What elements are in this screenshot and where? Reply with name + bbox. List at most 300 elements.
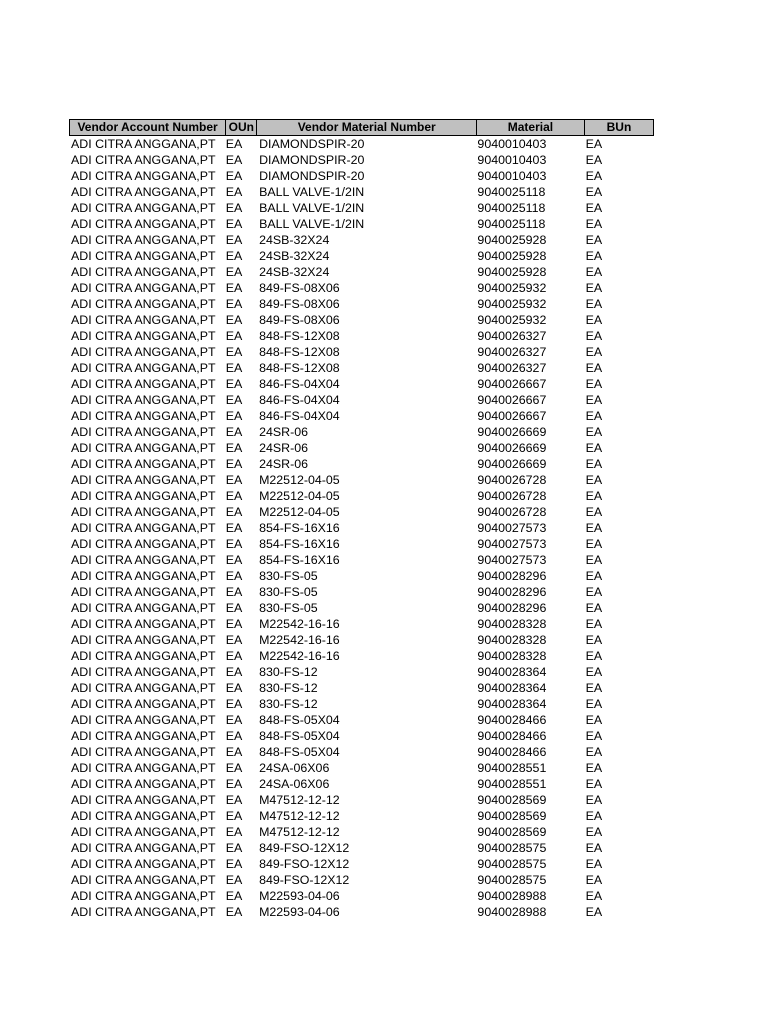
cell-material: 9040028575 (477, 841, 547, 855)
table-row (69, 168, 654, 184)
cell-vendor-material-number: 24SB-32X24 (259, 233, 330, 247)
cell-oun: EA (225, 825, 243, 839)
cell-material: 9040010403 (477, 169, 547, 183)
cell-vendor-material-number: M47512-12-12 (259, 809, 340, 823)
cell-vendor-account-number: ADI CITRA ANGGANA,PT (71, 185, 216, 199)
cell-bun: EA (585, 585, 603, 599)
cell-material: 9040026667 (477, 409, 547, 423)
cell-oun: EA (225, 137, 243, 151)
table-row (69, 264, 654, 280)
table-row (69, 808, 654, 824)
cell-vendor-account-number: ADI CITRA ANGGANA,PT (71, 377, 216, 391)
cell-oun: EA (225, 857, 243, 871)
cell-oun: EA (225, 745, 243, 759)
cell-material: 9040027573 (477, 537, 547, 551)
cell-bun: EA (585, 345, 603, 359)
table-row (69, 248, 654, 264)
table-row (69, 648, 654, 664)
vendor-material-table (69, 119, 654, 920)
cell-oun: EA (225, 505, 243, 519)
table-row (69, 680, 654, 696)
cell-vendor-material-number: 24SB-32X24 (259, 265, 330, 279)
cell-vendor-account-number: ADI CITRA ANGGANA,PT (71, 345, 216, 359)
cell-material: 9040028328 (477, 649, 547, 663)
cell-material: 9040028296 (477, 601, 547, 615)
cell-vendor-material-number: 849-FS-08X06 (259, 313, 340, 327)
cell-oun: EA (225, 873, 243, 887)
cell-bun: EA (585, 553, 603, 567)
cell-vendor-material-number: M22542-16-16 (259, 617, 340, 631)
cell-vendor-material-number: 848-FS-05X04 (259, 729, 340, 743)
cell-oun: EA (225, 585, 243, 599)
cell-vendor-material-number: 24SA-06X06 (259, 777, 330, 791)
cell-material: 9040028364 (477, 665, 547, 679)
column-header-bun: BUn (606, 120, 632, 134)
cell-material: 9040028575 (477, 857, 547, 871)
table-row (69, 744, 654, 760)
cell-material: 9040026327 (477, 329, 547, 343)
cell-bun: EA (585, 601, 603, 615)
table-row (69, 472, 654, 488)
table-row (69, 600, 654, 616)
cell-bun: EA (585, 537, 603, 551)
cell-oun: EA (225, 761, 243, 775)
cell-vendor-account-number: ADI CITRA ANGGANA,PT (71, 441, 216, 455)
cell-vendor-account-number: ADI CITRA ANGGANA,PT (71, 233, 216, 247)
cell-vendor-material-number: 854-FS-16X16 (259, 537, 340, 551)
cell-bun: EA (585, 137, 603, 151)
cell-oun: EA (225, 553, 243, 567)
table-row (69, 376, 654, 392)
cell-vendor-material-number: BALL VALVE-1/2IN (259, 217, 365, 231)
cell-vendor-account-number: ADI CITRA ANGGANA,PT (71, 153, 216, 167)
cell-material: 9040028988 (477, 905, 547, 919)
cell-oun: EA (225, 281, 243, 295)
cell-vendor-material-number: 849-FSO-12X12 (259, 841, 350, 855)
cell-material: 9040026327 (477, 345, 547, 359)
cell-vendor-material-number: M22542-16-16 (259, 633, 340, 647)
cell-material: 9040025928 (477, 233, 547, 247)
cell-oun: EA (225, 697, 243, 711)
cell-material: 9040028551 (477, 761, 547, 775)
cell-vendor-account-number: ADI CITRA ANGGANA,PT (71, 777, 216, 791)
table-row (69, 856, 654, 872)
cell-vendor-material-number: 848-FS-05X04 (259, 745, 340, 759)
cell-oun: EA (225, 777, 243, 791)
cell-vendor-account-number: ADI CITRA ANGGANA,PT (71, 313, 216, 327)
cell-material: 9040028328 (477, 633, 547, 647)
table-row (69, 664, 654, 680)
cell-vendor-material-number: 830-FS-05 (259, 569, 318, 583)
cell-vendor-account-number: ADI CITRA ANGGANA,PT (71, 761, 216, 775)
table-row (69, 360, 654, 376)
cell-oun: EA (225, 521, 243, 535)
cell-vendor-account-number: ADI CITRA ANGGANA,PT (71, 297, 216, 311)
cell-vendor-material-number: 848-FS-12X08 (259, 329, 340, 343)
cell-bun: EA (585, 857, 603, 871)
column-header-vendor-material-number: Vendor Material Number (257, 120, 477, 135)
cell-material: 9040025928 (477, 265, 547, 279)
cell-oun: EA (225, 665, 243, 679)
cell-bun: EA (585, 249, 603, 263)
cell-material: 9040026327 (477, 361, 547, 375)
cell-vendor-material-number: 846-FS-04X04 (259, 377, 340, 391)
cell-vendor-material-number: BALL VALVE-1/2IN (259, 185, 365, 199)
cell-bun: EA (585, 617, 603, 631)
cell-material: 9040027573 (477, 553, 547, 567)
table-row (69, 632, 654, 648)
column-header-vendor-account-number: Vendor Account Number (70, 120, 226, 135)
table-row (69, 152, 654, 168)
cell-vendor-account-number: ADI CITRA ANGGANA,PT (71, 793, 216, 807)
cell-vendor-account-number: ADI CITRA ANGGANA,PT (71, 713, 216, 727)
table-row (69, 616, 654, 632)
cell-vendor-material-number: 849-FSO-12X12 (259, 873, 350, 887)
table-row (69, 392, 654, 408)
table-row (69, 312, 654, 328)
cell-material: 9040028988 (477, 889, 547, 903)
table-row (69, 520, 654, 536)
cell-bun: EA (585, 489, 603, 503)
cell-vendor-account-number: ADI CITRA ANGGANA,PT (71, 585, 216, 599)
cell-oun: EA (225, 841, 243, 855)
cell-vendor-account-number: ADI CITRA ANGGANA,PT (71, 697, 216, 711)
cell-vendor-material-number: 830-FS-12 (259, 697, 318, 711)
cell-material: 9040026669 (477, 441, 547, 455)
column-header-oun: OUn (226, 120, 257, 135)
table-row (69, 888, 654, 904)
cell-vendor-account-number: ADI CITRA ANGGANA,PT (71, 857, 216, 871)
cell-vendor-account-number: ADI CITRA ANGGANA,PT (71, 521, 216, 535)
cell-bun: EA (585, 441, 603, 455)
cell-vendor-material-number: M22512-04-05 (259, 489, 340, 503)
cell-vendor-material-number: M22542-16-16 (259, 649, 340, 663)
cell-oun: EA (225, 889, 243, 903)
cell-oun: EA (225, 649, 243, 663)
cell-oun: EA (225, 809, 243, 823)
cell-material: 9040026669 (477, 457, 547, 471)
table-row (69, 776, 654, 792)
cell-vendor-material-number: M22593-04-06 (259, 905, 340, 919)
cell-vendor-material-number: 854-FS-16X16 (259, 553, 340, 567)
table-header (69, 119, 654, 136)
cell-material: 9040028569 (477, 809, 547, 823)
table-row (69, 184, 654, 200)
cell-bun: EA (585, 377, 603, 391)
cell-bun: EA (585, 425, 603, 439)
cell-vendor-material-number: 24SA-06X06 (259, 761, 330, 775)
cell-vendor-material-number: 849-FS-08X06 (259, 281, 340, 295)
cell-vendor-material-number: BALL VALVE-1/2IN (259, 201, 365, 215)
cell-vendor-material-number: 846-FS-04X04 (259, 409, 340, 423)
table-row (69, 296, 654, 312)
cell-oun: EA (225, 601, 243, 615)
cell-oun: EA (225, 681, 243, 695)
cell-material: 9040010403 (477, 153, 547, 167)
cell-oun: EA (225, 905, 243, 919)
cell-vendor-material-number: M47512-12-12 (259, 793, 340, 807)
cell-vendor-account-number: ADI CITRA ANGGANA,PT (71, 873, 216, 887)
cell-vendor-material-number: 849-FSO-12X12 (259, 857, 350, 871)
cell-bun: EA (585, 265, 603, 279)
cell-bun: EA (585, 393, 603, 407)
cell-material: 9040026669 (477, 425, 547, 439)
table-row (69, 584, 654, 600)
cell-vendor-material-number: 854-FS-16X16 (259, 521, 340, 535)
cell-material: 9040028466 (477, 729, 547, 743)
cell-material: 9040027573 (477, 521, 547, 535)
cell-bun: EA (585, 153, 603, 167)
cell-bun: EA (585, 361, 603, 375)
cell-vendor-account-number: ADI CITRA ANGGANA,PT (71, 249, 216, 263)
cell-vendor-material-number: 24SB-32X24 (259, 249, 330, 263)
cell-vendor-material-number: 830-FS-12 (259, 665, 318, 679)
cell-oun: EA (225, 377, 243, 391)
cell-vendor-account-number: ADI CITRA ANGGANA,PT (71, 665, 216, 679)
cell-bun: EA (585, 569, 603, 583)
cell-oun: EA (225, 233, 243, 247)
cell-vendor-account-number: ADI CITRA ANGGANA,PT (71, 457, 216, 471)
cell-oun: EA (225, 393, 243, 407)
cell-vendor-material-number: DIAMONDSPIR-20 (259, 153, 365, 167)
cell-oun: EA (225, 153, 243, 167)
cell-material: 9040028296 (477, 585, 547, 599)
cell-material: 9040026667 (477, 393, 547, 407)
cell-oun: EA (225, 217, 243, 231)
cell-bun: EA (585, 633, 603, 647)
table-row (69, 536, 654, 552)
cell-vendor-account-number: ADI CITRA ANGGANA,PT (71, 169, 216, 183)
cell-bun: EA (585, 841, 603, 855)
cell-material: 9040025118 (477, 185, 546, 199)
cell-vendor-account-number: ADI CITRA ANGGANA,PT (71, 217, 216, 231)
cell-vendor-material-number: 24SR-06 (259, 425, 308, 439)
cell-vendor-account-number: ADI CITRA ANGGANA,PT (71, 393, 216, 407)
cell-vendor-account-number: ADI CITRA ANGGANA,PT (71, 681, 216, 695)
cell-vendor-material-number: 24SR-06 (259, 441, 308, 455)
cell-vendor-material-number: M47512-12-12 (259, 825, 340, 839)
cell-vendor-account-number: ADI CITRA ANGGANA,PT (71, 361, 216, 375)
cell-vendor-account-number: ADI CITRA ANGGANA,PT (71, 905, 216, 919)
cell-material: 9040028569 (477, 793, 547, 807)
table-row (69, 904, 654, 920)
cell-bun: EA (585, 169, 603, 183)
cell-bun: EA (585, 889, 603, 903)
cell-bun: EA (585, 185, 603, 199)
cell-vendor-account-number: ADI CITRA ANGGANA,PT (71, 841, 216, 855)
cell-bun: EA (585, 905, 603, 919)
cell-vendor-material-number: 848-FS-12X08 (259, 361, 340, 375)
cell-oun: EA (225, 569, 243, 583)
cell-material: 9040026728 (477, 473, 547, 487)
table-row (69, 200, 654, 216)
cell-vendor-account-number: ADI CITRA ANGGANA,PT (71, 569, 216, 583)
cell-bun: EA (585, 809, 603, 823)
cell-bun: EA (585, 281, 603, 295)
cell-material: 9040028364 (477, 697, 547, 711)
cell-oun: EA (225, 345, 243, 359)
cell-material: 9040025932 (477, 281, 547, 295)
cell-vendor-material-number: 849-FS-08X06 (259, 297, 340, 311)
cell-bun: EA (585, 697, 603, 711)
cell-vendor-account-number: ADI CITRA ANGGANA,PT (71, 489, 216, 503)
cell-material: 9040025932 (477, 313, 547, 327)
cell-vendor-account-number: ADI CITRA ANGGANA,PT (71, 201, 216, 215)
cell-material: 9040026728 (477, 505, 547, 519)
table-row (69, 712, 654, 728)
cell-oun: EA (225, 249, 243, 263)
cell-oun: EA (225, 185, 243, 199)
cell-vendor-account-number: ADI CITRA ANGGANA,PT (71, 553, 216, 567)
cell-bun: EA (585, 729, 603, 743)
cell-vendor-account-number: ADI CITRA ANGGANA,PT (71, 809, 216, 823)
cell-material: 9040025928 (477, 249, 547, 263)
cell-material: 9040028296 (477, 569, 547, 583)
cell-vendor-account-number: ADI CITRA ANGGANA,PT (71, 265, 216, 279)
cell-vendor-material-number: M22512-04-05 (259, 473, 340, 487)
cell-bun: EA (585, 457, 603, 471)
cell-bun: EA (585, 681, 603, 695)
table-row (69, 216, 654, 232)
cell-oun: EA (225, 329, 243, 343)
cell-vendor-material-number: 830-FS-05 (259, 601, 318, 615)
cell-oun: EA (225, 297, 243, 311)
cell-bun: EA (585, 761, 603, 775)
cell-vendor-material-number: 830-FS-12 (259, 681, 318, 695)
cell-bun: EA (585, 793, 603, 807)
cell-vendor-account-number: ADI CITRA ANGGANA,PT (71, 745, 216, 759)
cell-oun: EA (225, 265, 243, 279)
cell-vendor-material-number: DIAMONDSPIR-20 (259, 169, 365, 183)
cell-oun: EA (225, 201, 243, 215)
cell-oun: EA (225, 729, 243, 743)
cell-bun: EA (585, 665, 603, 679)
cell-bun: EA (585, 329, 603, 343)
cell-oun: EA (225, 425, 243, 439)
cell-vendor-material-number: 848-FS-12X08 (259, 345, 340, 359)
table-row (69, 424, 654, 440)
cell-vendor-account-number: ADI CITRA ANGGANA,PT (71, 889, 216, 903)
cell-bun: EA (585, 777, 603, 791)
cell-bun: EA (585, 473, 603, 487)
cell-bun: EA (585, 313, 603, 327)
cell-vendor-account-number: ADI CITRA ANGGANA,PT (71, 409, 216, 423)
cell-vendor-material-number: M22593-04-06 (259, 889, 340, 903)
table-row (69, 872, 654, 888)
cell-oun: EA (225, 313, 243, 327)
column-header-material: Material (477, 120, 585, 135)
cell-vendor-material-number: 24SR-06 (259, 457, 308, 471)
cell-oun: EA (225, 441, 243, 455)
cell-bun: EA (585, 217, 603, 231)
cell-material: 9040028551 (477, 777, 547, 791)
cell-material: 9040025932 (477, 297, 547, 311)
cell-oun: EA (225, 169, 243, 183)
table-row (69, 552, 654, 568)
cell-vendor-account-number: ADI CITRA ANGGANA,PT (71, 649, 216, 663)
table-row (69, 840, 654, 856)
cell-bun: EA (585, 649, 603, 663)
table-row (69, 136, 654, 152)
cell-vendor-account-number: ADI CITRA ANGGANA,PT (71, 137, 216, 151)
cell-bun: EA (585, 745, 603, 759)
cell-oun: EA (225, 361, 243, 375)
cell-material: 9040028364 (477, 681, 547, 695)
cell-vendor-account-number: ADI CITRA ANGGANA,PT (71, 281, 216, 295)
cell-bun: EA (585, 505, 603, 519)
cell-vendor-material-number: 830-FS-05 (259, 585, 318, 599)
cell-oun: EA (225, 793, 243, 807)
cell-oun: EA (225, 457, 243, 471)
cell-material: 9040028575 (477, 873, 547, 887)
cell-bun: EA (585, 713, 603, 727)
table-row (69, 760, 654, 776)
cell-material: 9040028328 (477, 617, 547, 631)
cell-oun: EA (225, 633, 243, 647)
table-body (69, 136, 654, 920)
cell-vendor-material-number: 846-FS-04X04 (259, 393, 340, 407)
cell-material: 9040028569 (477, 825, 547, 839)
cell-vendor-account-number: ADI CITRA ANGGANA,PT (71, 537, 216, 551)
cell-vendor-account-number: ADI CITRA ANGGANA,PT (71, 473, 216, 487)
table-row (69, 328, 654, 344)
cell-vendor-material-number: M22512-04-05 (259, 505, 340, 519)
cell-bun: EA (585, 233, 603, 247)
cell-vendor-account-number: ADI CITRA ANGGANA,PT (71, 617, 216, 631)
cell-oun: EA (225, 473, 243, 487)
cell-oun: EA (225, 617, 243, 631)
table-row (69, 504, 654, 520)
cell-material: 9040028466 (477, 745, 547, 759)
cell-bun: EA (585, 297, 603, 311)
table-row (69, 232, 654, 248)
cell-oun: EA (225, 537, 243, 551)
cell-bun: EA (585, 201, 603, 215)
cell-material: 9040025118 (477, 201, 546, 215)
cell-oun: EA (225, 489, 243, 503)
cell-material: 9040026728 (477, 489, 547, 503)
table-row (69, 440, 654, 456)
cell-oun: EA (225, 713, 243, 727)
table-row (69, 344, 654, 360)
cell-material: 9040026667 (477, 377, 547, 391)
table-row (69, 696, 654, 712)
table-row (69, 824, 654, 840)
table-row (69, 408, 654, 424)
table-row (69, 280, 654, 296)
cell-bun: EA (585, 409, 603, 423)
table-row (69, 456, 654, 472)
cell-vendor-material-number: DIAMONDSPIR-20 (259, 137, 365, 151)
table-row (69, 792, 654, 808)
cell-vendor-account-number: ADI CITRA ANGGANA,PT (71, 633, 216, 647)
table-row (69, 568, 654, 584)
cell-bun: EA (585, 521, 603, 535)
cell-vendor-account-number: ADI CITRA ANGGANA,PT (71, 505, 216, 519)
cell-material: 9040028466 (477, 713, 547, 727)
cell-oun: EA (225, 409, 243, 423)
cell-vendor-material-number: 848-FS-05X04 (259, 713, 340, 727)
cell-bun: EA (585, 825, 603, 839)
table-row (69, 488, 654, 504)
cell-bun: EA (585, 873, 603, 887)
cell-material: 9040025118 (477, 217, 546, 231)
cell-vendor-account-number: ADI CITRA ANGGANA,PT (71, 825, 216, 839)
cell-vendor-account-number: ADI CITRA ANGGANA,PT (71, 601, 216, 615)
cell-vendor-account-number: ADI CITRA ANGGANA,PT (71, 329, 216, 343)
cell-material: 9040010403 (477, 137, 547, 151)
table-row (69, 728, 654, 744)
